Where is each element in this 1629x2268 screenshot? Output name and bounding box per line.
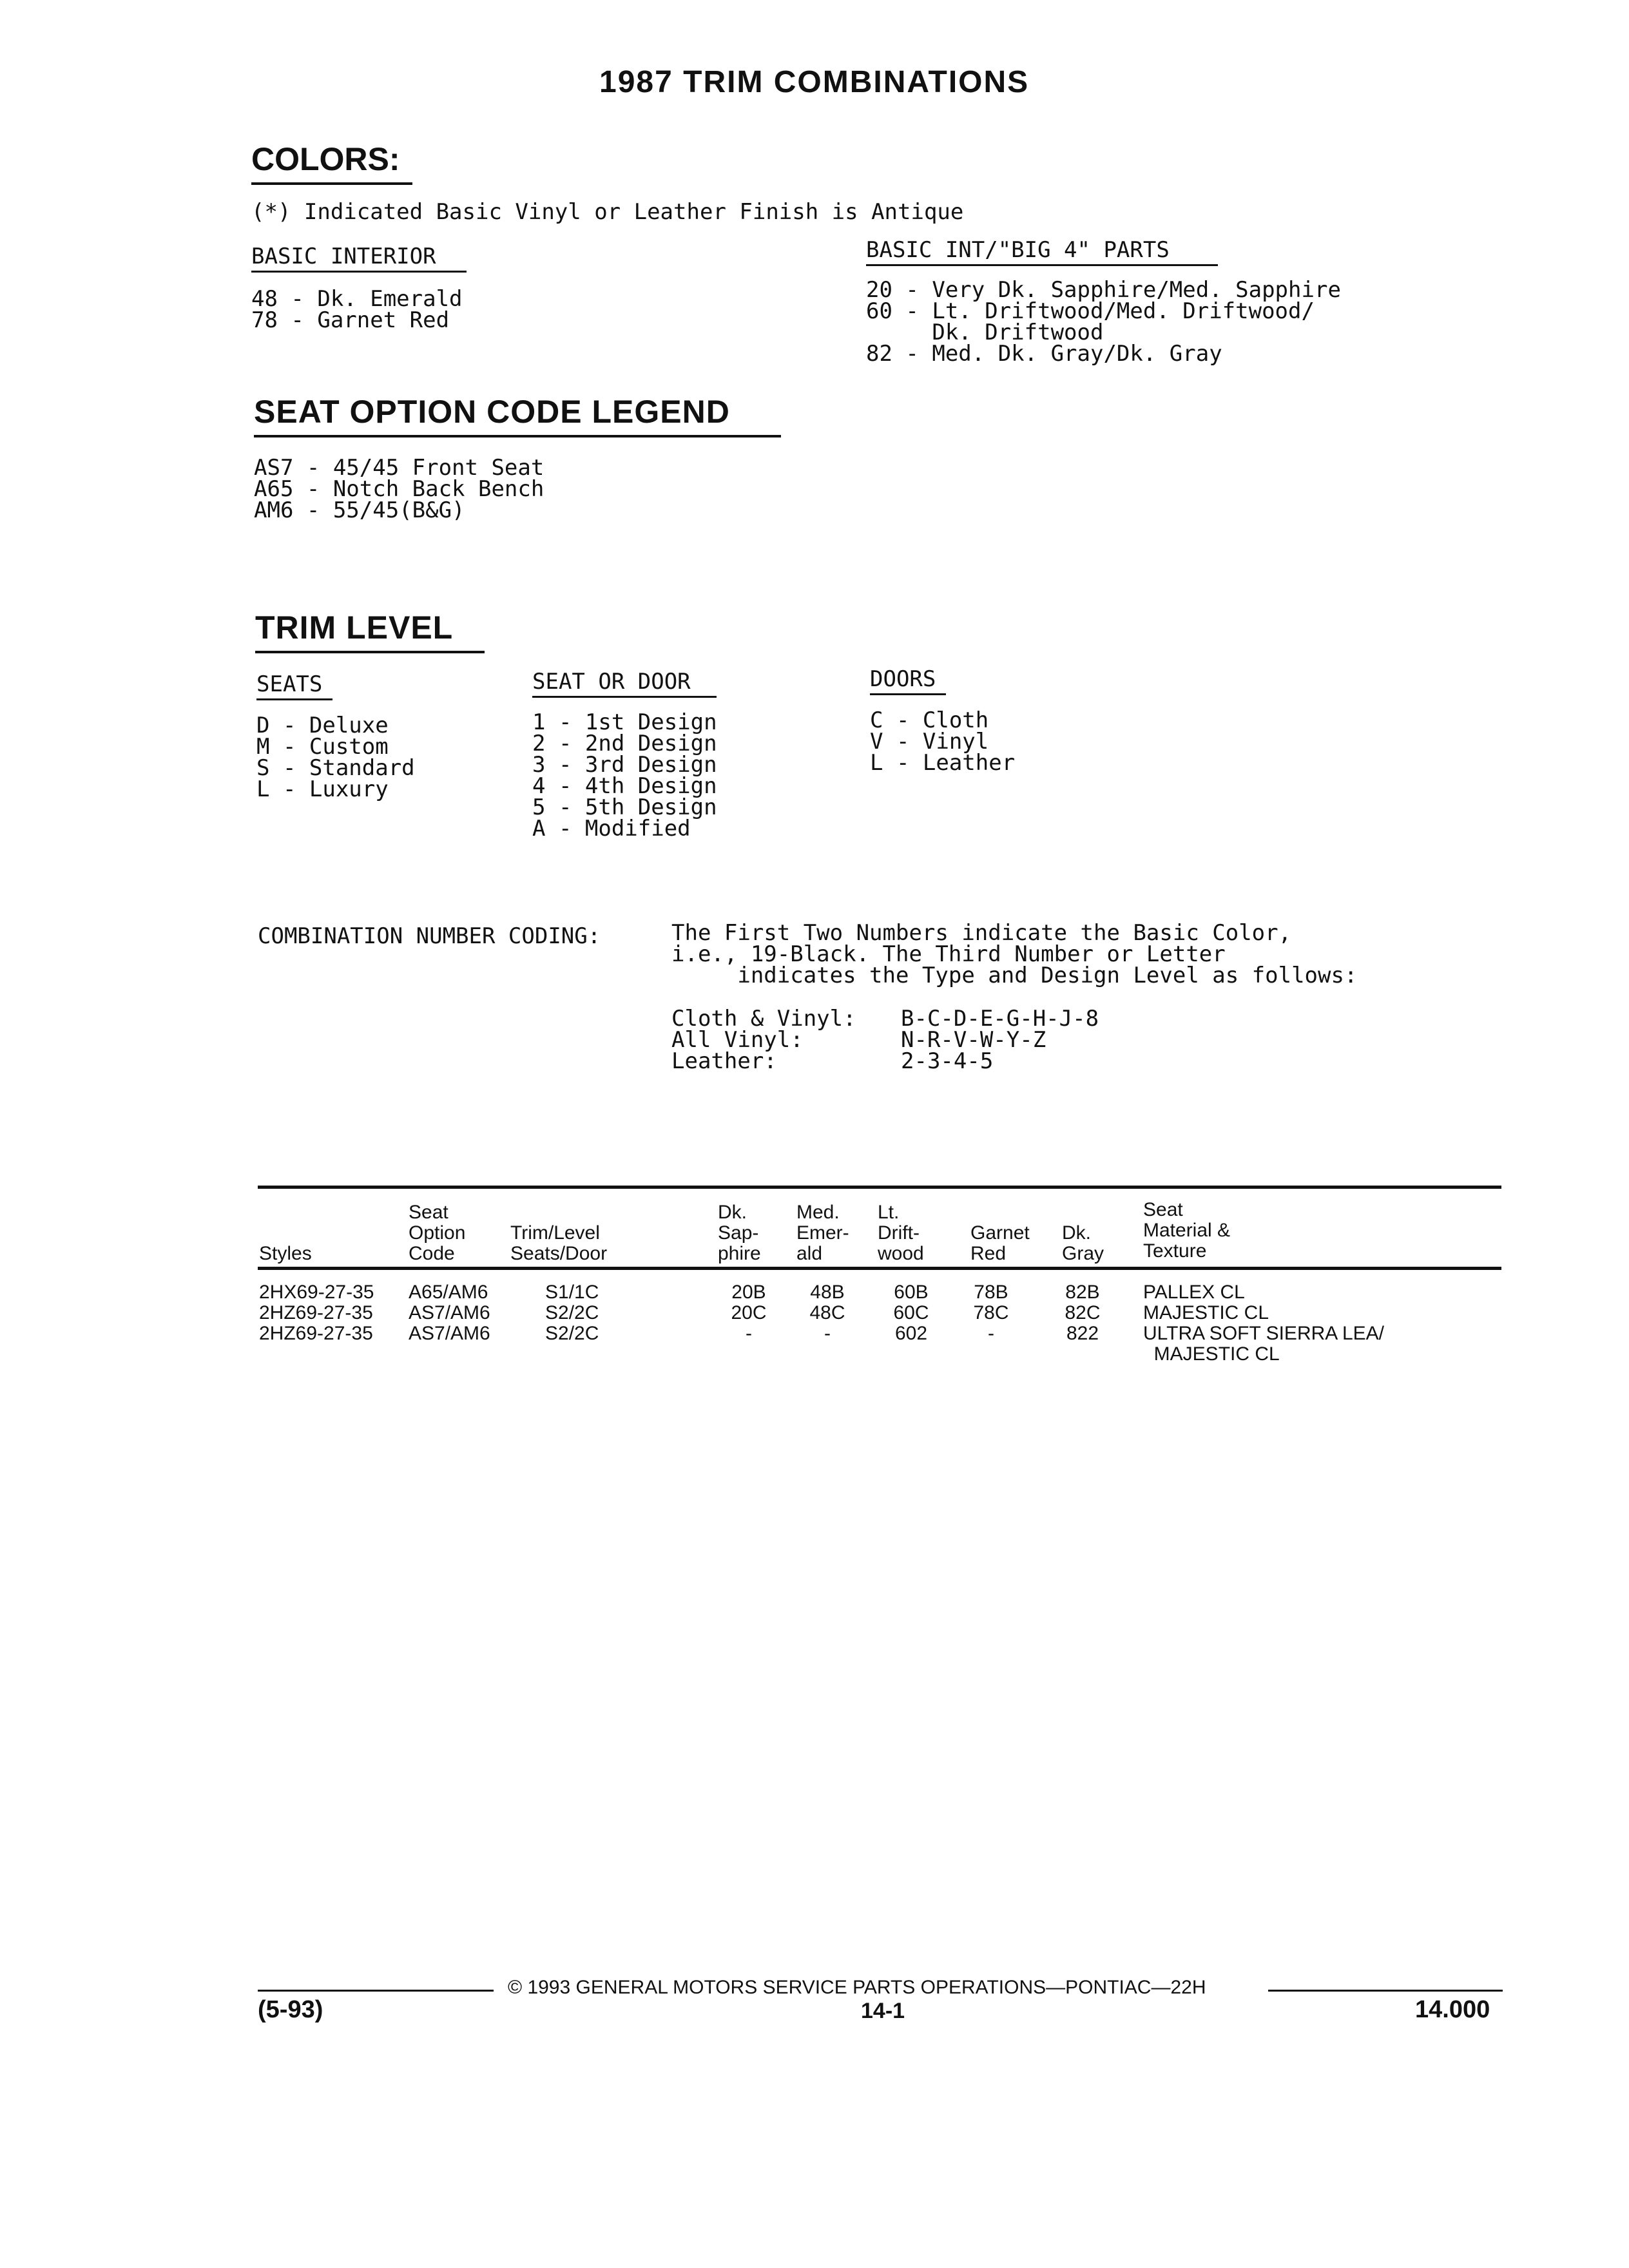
coding-type-label: All Vinyl: [671, 1027, 804, 1053]
basic-interior-heading: BASIC INTERIOR [251, 244, 436, 269]
table-cell: 2HZ69-27-35 [259, 1323, 373, 1344]
table-cell: 48C [809, 1302, 845, 1323]
seat-or-door-list [532, 709, 717, 841]
coding-type-codes-item: B-C-D-E-G-H-J-8 [901, 1006, 1099, 1032]
table-cell: 2HZ69-27-35 [259, 1302, 373, 1323]
seats-list [256, 715, 415, 800]
coding-type-codes [901, 1008, 1099, 1072]
table-cell: 20C [731, 1302, 767, 1323]
table-header-rule [258, 1267, 1501, 1270]
list-item: V - Vinyl [870, 729, 989, 754]
coding-line: The First Two Numbers indicate the Basic Color, [671, 920, 1292, 946]
table-cell: S2/2C [545, 1323, 599, 1344]
list-item: 4 - 4th Design [532, 773, 717, 799]
header-material: Seat Material & Texture [1143, 1199, 1231, 1262]
footer-section-number: 14.000 [1415, 1996, 1490, 2023]
footer-copyright: © 1993 GENERAL MOTORS SERVICE PARTS OPERATIONS—PONTIAC—22H [508, 1977, 1206, 1998]
list-item: AM6 - 55/45(B&G) [254, 497, 465, 523]
footer-rule-right [1268, 1990, 1503, 1992]
list-item: 60 - Lt. Driftwood/Med. Driftwood/ [866, 298, 1315, 324]
list-item: 3 - 3rd Design [532, 752, 717, 778]
col-gray [1063, 1282, 1102, 1344]
coding-type-label: Cloth & Vinyl: [671, 1006, 856, 1032]
list-item: 1 - 1st Design [532, 709, 717, 735]
table-cell: S2/2C [545, 1302, 599, 1323]
table-cell: - [824, 1323, 831, 1344]
table-cell: 60B [894, 1282, 929, 1303]
big4-list [866, 277, 1341, 367]
list-item: A65 - Notch Back Bench [254, 476, 545, 502]
colors-note: (*) Indicated Basic Vinyl or Leather Finish is Antique [251, 199, 964, 225]
seats-underline [256, 698, 333, 700]
list-item: 2 - 2nd Design [532, 731, 717, 756]
colors-heading-underline [251, 182, 412, 185]
header-emerald: Med. Emer- ald [796, 1202, 849, 1264]
table-cell: - [746, 1323, 752, 1344]
table-cell: MAJESTIC CL [1143, 1302, 1269, 1323]
table-cell: 48B [810, 1282, 845, 1303]
footer-rule-left [258, 1990, 494, 1992]
coding-label: COMBINATION NUMBER CODING: [258, 923, 601, 949]
table-cell: MAJESTIC CL [1143, 1343, 1280, 1365]
doors-heading: DOORS [870, 666, 936, 692]
list-item: A - Modified [532, 816, 691, 841]
header-garnet: Garnet Red [970, 1222, 1030, 1264]
big4-heading: BASIC INT/"BIG 4" PARTS [866, 237, 1170, 263]
basic-interior-list [251, 286, 463, 333]
big4-underline [866, 264, 1218, 266]
list-item: 82 - Med. Dk. Gray/Dk. Gray [866, 341, 1222, 367]
list-item: C - Cloth [870, 707, 989, 733]
list-item: AS7 - 45/45 Front Seat [254, 455, 545, 481]
header-driftwood: Lt. Drift- wood [878, 1202, 924, 1264]
coding-type-labels [671, 1008, 856, 1072]
table-top-rule [258, 1186, 1501, 1189]
list-item: 5 - 5th Design [532, 794, 717, 820]
table-cell: 78C [973, 1302, 1009, 1323]
doors-list [870, 707, 1016, 776]
coding-description [671, 920, 1358, 988]
col-sapphire [729, 1282, 768, 1344]
table-cell: 82B [1065, 1282, 1100, 1303]
coding-line: i.e., 19-Black. The Third Number or Letter [671, 941, 1226, 967]
header-sapphire: Dk. Sap- phire [718, 1202, 761, 1264]
seat-option-underline [254, 435, 781, 437]
table-cell: 78B [974, 1282, 1008, 1303]
list-item: L - Luxury [256, 776, 389, 802]
table-cell: 60C [893, 1302, 929, 1323]
seat-or-door-heading: SEAT OR DOOR [532, 669, 691, 695]
list-item: 48 - Dk. Emerald [251, 286, 463, 312]
col-material [1143, 1282, 1384, 1365]
list-item: D - Deluxe [256, 713, 389, 738]
col-styles [259, 1282, 374, 1344]
col-option [409, 1282, 490, 1344]
doors-underline [870, 693, 946, 695]
trim-level-underline [255, 651, 485, 653]
table-cell: 822 [1066, 1323, 1099, 1344]
list-item: M - Custom [256, 734, 389, 760]
table-cell: - [988, 1323, 994, 1344]
coding-type-label: Leather: [671, 1048, 777, 1074]
col-garnet [972, 1282, 1010, 1344]
table-cell: PALLEX CL [1143, 1282, 1245, 1303]
header-gray: Dk. Gray [1062, 1222, 1104, 1264]
list-item: 20 - Very Dk. Sapphire/Med. Sapphire [866, 277, 1341, 303]
footer-page-number: 14-1 [861, 1999, 905, 2023]
seat-or-door-underline [532, 696, 717, 698]
footer-date: (5-93) [258, 1996, 323, 2023]
list-item: S - Standard [256, 755, 415, 781]
colors-heading: COLORS: [251, 141, 400, 177]
list-item: Dk. Driftwood [866, 320, 1104, 345]
table-cell: 602 [894, 1323, 928, 1344]
table-cell: A65/AM6 [409, 1282, 488, 1303]
coding-type-codes-item: 2-3-4-5 [901, 1048, 994, 1074]
header-trim: Trim/Level Seats/Door [510, 1222, 608, 1264]
table-cell: 82C [1065, 1302, 1101, 1323]
table-cell: ULTRA SOFT SIERRA LEA/ [1143, 1323, 1385, 1344]
coding-type-codes-item: N-R-V-W-Y-Z [901, 1027, 1046, 1053]
header-styles: Styles [259, 1243, 312, 1264]
seat-option-heading: SEAT OPTION CODE LEGEND [254, 394, 730, 430]
list-item: L - Leather [870, 750, 1016, 776]
table-cell: AS7/AM6 [409, 1302, 490, 1323]
table-cell: 2HX69-27-35 [259, 1282, 374, 1303]
col-trim [545, 1282, 599, 1344]
list-item: 78 - Garnet Red [251, 307, 450, 333]
trim-level-heading: TRIM LEVEL [255, 610, 454, 646]
table-cell: AS7/AM6 [409, 1323, 490, 1344]
header-seat-option: Seat Option Code [409, 1202, 466, 1264]
table-cell: 20B [731, 1282, 766, 1303]
seat-option-list [254, 457, 544, 521]
seats-heading: SEATS [256, 671, 323, 697]
basic-interior-underline [251, 271, 467, 273]
col-driftwood [892, 1282, 930, 1344]
page-title: 1987 TRIM COMBINATIONS [599, 65, 1030, 99]
col-emerald [808, 1282, 847, 1344]
coding-line: indicates the Type and Design Level as follows: [671, 963, 1358, 988]
table-cell: S1/1C [545, 1282, 599, 1303]
